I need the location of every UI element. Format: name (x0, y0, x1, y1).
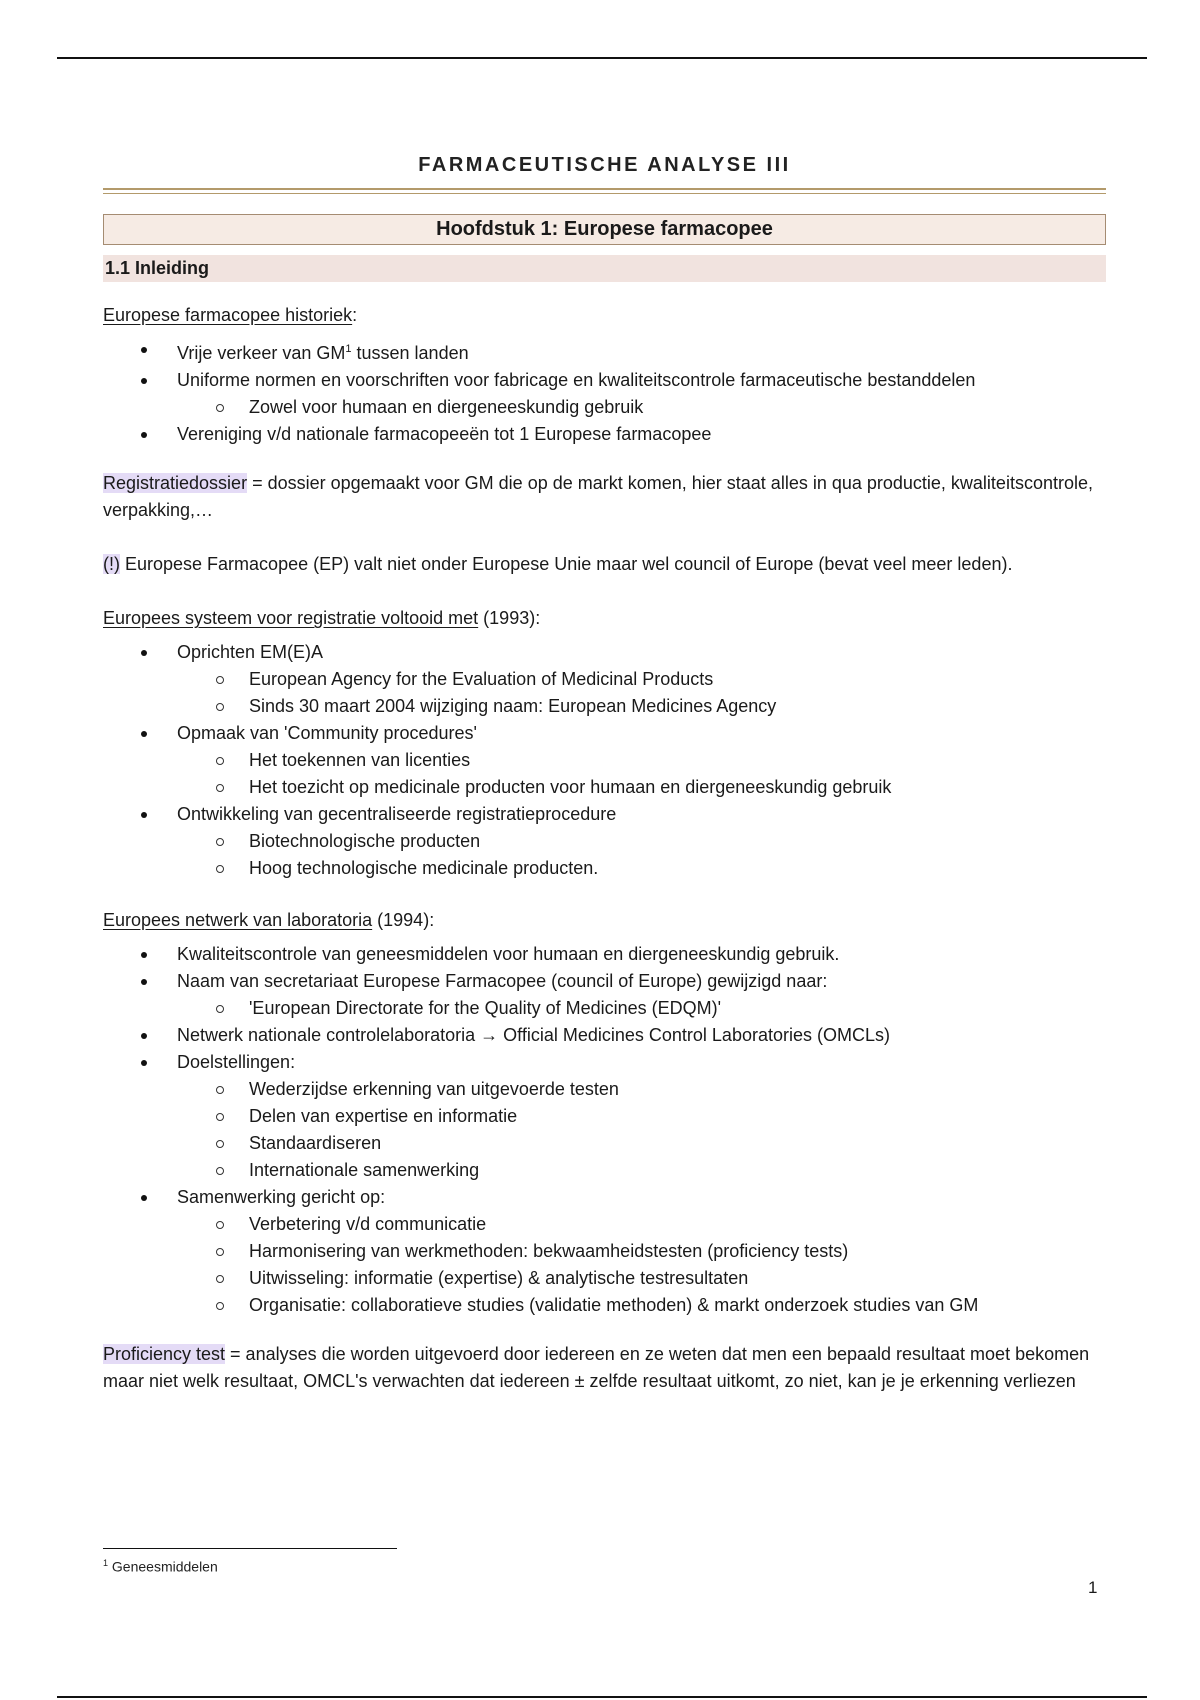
list-item-text: Naam van secretariaat Europese Farmacopee (council of Europe) gewijzigd naar: (177, 971, 828, 991)
sub-list-item (103, 1211, 1106, 1238)
circle-bullet-icon (216, 1248, 224, 1256)
sub-list-item-text: Standaardiseren (249, 1133, 382, 1153)
footnote (103, 1558, 218, 1575)
circle-bullet-icon (216, 1140, 224, 1148)
sub-list (177, 1211, 1106, 1319)
bullet-icon (141, 347, 147, 353)
list-item-text: Doelstellingen: (177, 1052, 296, 1072)
bullet-icon (141, 378, 147, 384)
sub-list (177, 394, 1106, 421)
netwerk-heading-text: Europees netwerk van laboratoria (103, 910, 373, 930)
bullet-icon (141, 1060, 147, 1066)
sub-list-item-text: Internationale samenwerking (249, 1160, 480, 1180)
list-item (103, 941, 1106, 968)
list-item (103, 336, 1106, 367)
circle-bullet-icon (216, 865, 224, 873)
circle-bullet-icon (216, 757, 224, 765)
sub-list-item (103, 1292, 1106, 1319)
list-item-text: Netwerk nationale controlelaboratoria → Official Medicines Control Laboratories (OMCLs) (177, 1025, 890, 1045)
sub-list-item (103, 747, 1106, 774)
bullet-icon (141, 731, 147, 737)
sub-list (177, 995, 1106, 1022)
circle-bullet-icon (216, 1113, 224, 1121)
bullet-icon (141, 1195, 147, 1201)
netwerk-heading-suffix: (1994): (372, 910, 435, 930)
sub-list-item (103, 1130, 1106, 1157)
list-item (103, 1022, 1106, 1049)
circle-bullet-icon (216, 703, 224, 711)
list-item-text: Oprichten EM(E)A (177, 642, 324, 662)
bullet-icon (141, 812, 147, 818)
registratie-heading-suffix: (1993): (478, 608, 541, 628)
registratie-list (103, 639, 1106, 882)
sub-list (177, 666, 1106, 720)
circle-bullet-icon (216, 784, 224, 792)
sub-list-item (103, 995, 1106, 1022)
historiek-heading (103, 302, 1106, 329)
sub-list-item (103, 1157, 1106, 1184)
sub-list-item-text: Wederzijdse erkenning van uitgevoerde testen (249, 1079, 619, 1099)
list-item (103, 968, 1106, 1022)
page-bottom-rule (57, 1696, 1147, 1698)
circle-bullet-icon (216, 1005, 224, 1013)
sub-list-item-text: Organisatie: collaboratieve studies (validatie methoden) & markt onderzoek studies van GM (249, 1295, 979, 1315)
sub-list-item-text: European Agency for the Evaluation of Medicinal Products (249, 669, 714, 689)
circle-bullet-icon (216, 1221, 224, 1229)
list-item-text: Vrije verkeer van GM (177, 343, 346, 363)
list-item-text: Uniforme normen en voorschriften voor fabricage en kwaliteitscontrole farmaceutische bestanddelen (177, 370, 976, 390)
sub-list-item (103, 1265, 1106, 1292)
sub-list-item-text: Het toekennen van licenties (249, 750, 471, 770)
section-heading: 1.1 Inleiding (103, 255, 1106, 282)
note-text: Europese Farmacopee (EP) valt niet onder Europese Unie maar wel council of Europe (bevat veel meer leden). (120, 554, 1013, 574)
list-item (103, 1184, 1106, 1319)
sub-list-item-text: Uitwisseling: informatie (expertise) & analytische testresultaten (249, 1268, 749, 1288)
definition-text: = dossier opgemaakt voor GM die op de markt komen, hier staat alles in qua productie, kwaliteitscontrole, verpakking,… (103, 473, 1093, 520)
registratie-heading-text: Europees systeem voor registratie voltooid met (103, 608, 479, 628)
sub-list-item (103, 774, 1106, 801)
circle-bullet-icon (216, 1302, 224, 1310)
list-item-text: Samenwerking gericht op: (177, 1187, 386, 1207)
sub-list-item-text: Verbetering v/d communicatie (249, 1214, 487, 1234)
footnote-separator (103, 1548, 397, 1549)
list-item-text: Opmaak van 'Community procedures' (177, 723, 477, 743)
list-item (103, 801, 1106, 882)
title-rule-thin (103, 193, 1106, 194)
list-item (103, 1049, 1106, 1184)
netwerk-heading (103, 907, 1106, 934)
circle-bullet-icon (216, 1086, 224, 1094)
bullet-icon (141, 432, 147, 438)
chapter-heading: Hoofdstuk 1: Europese farmacopee (103, 214, 1106, 245)
sub-list-item (103, 394, 1106, 421)
registratiedossier-paragraph (103, 470, 1106, 524)
historiek-heading-text: Europese farmacopee historiek (103, 305, 353, 325)
bullet-icon (141, 952, 147, 958)
bullet-icon (141, 650, 147, 656)
highlighted-term: Proficiency test (103, 1344, 226, 1364)
note-marker: (!) (103, 554, 120, 574)
sub-list-item-text: Zowel voor humaan en diergeneeskundig gebruik (249, 397, 644, 417)
list-item-text-after: tussen landen (351, 343, 469, 363)
sub-list-item (103, 1076, 1106, 1103)
bullet-icon (141, 1033, 147, 1039)
page-content (103, 150, 1106, 1395)
sub-list-item-text: Hoog technologische medicinale producten. (249, 858, 599, 878)
note-paragraph (103, 551, 1106, 578)
sub-list (177, 1076, 1106, 1184)
list-item (103, 367, 1106, 421)
circle-bullet-icon (216, 1167, 224, 1175)
registratie-heading (103, 605, 1106, 632)
title-rule (103, 188, 1106, 190)
sub-list-item-text: 'European Directorate for the Quality of Medicines (EDQM)' (249, 998, 722, 1018)
circle-bullet-icon (216, 404, 224, 412)
bullet-icon (141, 979, 147, 985)
sub-list-item-text: Biotechnologische producten (249, 831, 481, 851)
footnote-marker: 1 (103, 1558, 109, 1568)
sub-list-item (103, 855, 1106, 882)
document-title: FARMACEUTISCHE ANALYSE III (418, 154, 791, 176)
sub-list-item-text: Het toezicht op medicinale producten voor humaan en diergeneeskundig gebruik (249, 777, 892, 797)
definition-text: = analyses die worden uitgevoerd door iedereen en ze weten dat men een bepaald resultaat moet bekomen maar niet welk resultaat, OMCL's verwachten dat iedereen ± zelfde resultaat uitkomt, zo niet, kan je je erkenning verliezen (103, 1344, 1090, 1391)
sub-list-item-text: Harmonisering van werkmethoden: bekwaamheidstesten (proficiency tests) (249, 1241, 849, 1261)
list-item (103, 639, 1106, 720)
sub-list-item-text: Sinds 30 maart 2004 wijziging naam: European Medicines Agency (249, 696, 777, 716)
list-item-text: Ontwikkeling van gecentraliseerde registratieprocedure (177, 804, 617, 824)
page-number: 1 (1088, 1578, 1098, 1597)
sub-list-item-text: Delen van expertise en informatie (249, 1106, 518, 1126)
sub-list-item (103, 1238, 1106, 1265)
footnote-reference: 1 (345, 343, 352, 355)
list-item (103, 421, 1106, 448)
historiek-heading-suffix: : (352, 305, 358, 325)
list-item-text: Kwaliteitscontrole van geneesmiddelen voor humaan en diergeneeskundig gebruik. (177, 944, 840, 964)
circle-bullet-icon (216, 1275, 224, 1283)
sub-list-item (103, 828, 1106, 855)
sub-list-item (103, 693, 1106, 720)
footnote-text: Geneesmiddelen (108, 1558, 218, 1575)
sub-list (177, 747, 1106, 801)
sub-list-item (103, 666, 1106, 693)
sub-list-item (103, 1103, 1106, 1130)
page-top-rule (57, 57, 1147, 59)
circle-bullet-icon (216, 676, 224, 684)
netwerk-list (103, 941, 1106, 1319)
historiek-list (103, 336, 1106, 448)
circle-bullet-icon (216, 838, 224, 846)
list-item (103, 720, 1106, 801)
list-item-text: Vereniging v/d nationale farmacopeeën tot 1 Europese farmacopee (177, 424, 712, 444)
highlighted-term: Registratiedossier (103, 473, 248, 493)
proficiency-paragraph (103, 1341, 1106, 1395)
sub-list (177, 828, 1106, 882)
